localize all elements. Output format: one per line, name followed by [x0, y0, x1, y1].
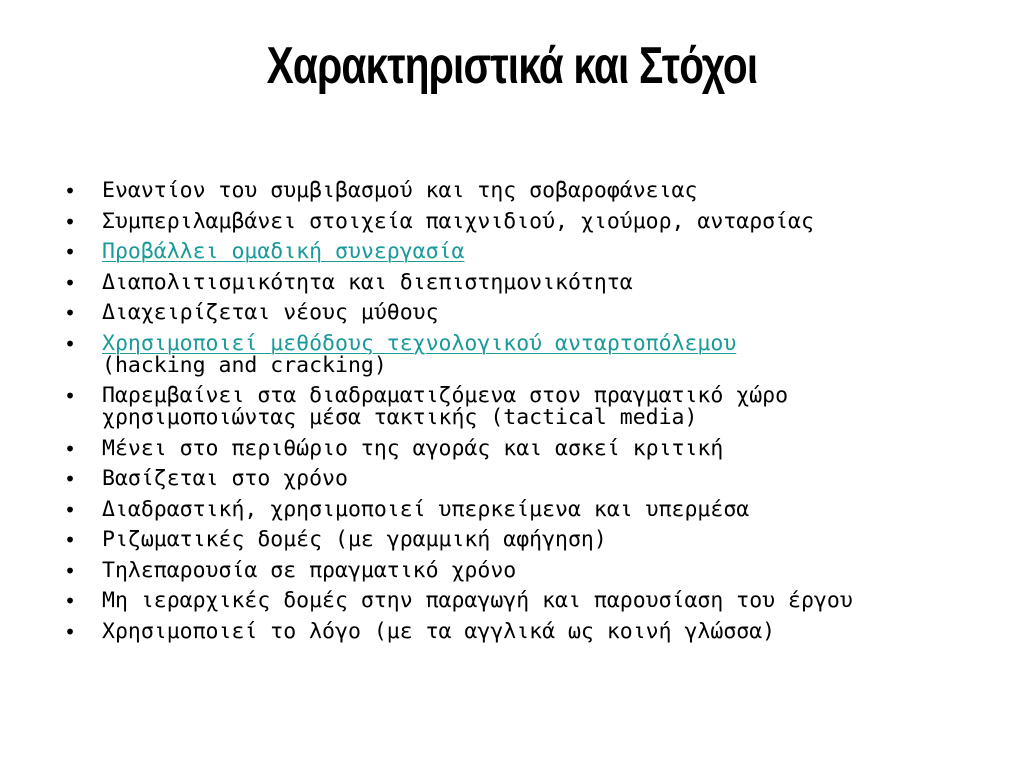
bullet-text: Ριζωματικές δομές (με γραμμική αφήγηση) — [102, 527, 607, 552]
bullet-dot-icon: • — [64, 209, 76, 234]
bullet-item — [62, 385, 962, 429]
bullet-dot-icon: • — [64, 301, 76, 325]
bullet-text: Χρησιμοποιεί το λόγο (με τα αγγλικά ως κοινή γλώσσα) — [102, 618, 776, 644]
bullet-item — [62, 618, 962, 644]
bullet-item — [62, 529, 962, 551]
bullet-dot-icon: • — [64, 589, 76, 613]
bullet-text: Τηλεπαρουσία σε πραγματικό χρόνο — [102, 557, 517, 583]
bullet-text: Βασίζεται στο χρόνο — [102, 466, 348, 491]
bullet-item — [62, 241, 962, 263]
bullet-dot-icon: • — [64, 240, 76, 264]
bullet-text: Διαδραστική, χρησιμοποιεί υπερκείμενα και υπερμέσα — [102, 496, 750, 522]
bullet-dot-icon: • — [64, 270, 76, 295]
bullet-link-tech-guerrilla[interactable]: Χρησιμοποιεί μεθόδους τεχνολογικού ανταρτοπόλεμου — [102, 330, 737, 356]
bullet-item — [62, 557, 962, 583]
bullet-item — [62, 468, 962, 490]
bullet-item — [62, 302, 962, 324]
bullet-dot-icon: • — [64, 384, 76, 408]
bullet-text: Εναντίον του συμβιβασμού και της σοβαροφάνειας — [102, 178, 698, 203]
bullet-list — [62, 180, 962, 651]
bullet-dot-icon: • — [64, 497, 76, 522]
bullet-text: Μη ιεραρχικές δομές στην παραγωγή και παρουσίαση του έργου — [102, 588, 853, 613]
bullet-item — [62, 269, 962, 295]
bullet-item — [62, 330, 962, 378]
bullet-text: Συμπεριλαμβάνει στοιχεία παιχνιδιού, χιούμορ, ανταρσίας — [102, 208, 814, 234]
bullet-dot-icon: • — [64, 528, 76, 552]
bullet-text: Μένει στο περιθώριο της αγοράς και ασκεί κριτική — [102, 435, 724, 461]
bullet-text: Διαχειρίζεται νέους μύθους — [102, 300, 439, 325]
bullet-dot-icon: • — [64, 619, 76, 644]
bullet-text: Παρεμβαίνει στα διαδραματιζόμενα στον πραγματικό χώρο χρησιμοποιώντας μέσα τακτικής (tactical media) — [102, 383, 789, 430]
bullet-dot-icon: • — [64, 436, 76, 461]
bullet-item — [62, 435, 962, 461]
bullet-item — [62, 208, 962, 234]
slide-title: Χαρακτηριστικά και Στόχοι — [266, 37, 758, 95]
bullet-dot-icon: • — [64, 331, 76, 356]
bullet-continuation-text: (hacking and cracking) — [102, 352, 387, 378]
bullet-link-collaboration[interactable]: Προβάλλει ομαδική συνεργασία — [102, 239, 465, 264]
bullet-item — [62, 590, 962, 612]
bullet-text: Διαπολιτισμικότητα και διεπιστημονικότητα — [102, 269, 633, 295]
bullet-item — [62, 496, 962, 522]
bullet-item — [62, 180, 962, 202]
bullet-dot-icon: • — [64, 558, 76, 583]
bullet-dot-icon: • — [64, 467, 76, 491]
bullet-dot-icon: • — [64, 179, 76, 203]
